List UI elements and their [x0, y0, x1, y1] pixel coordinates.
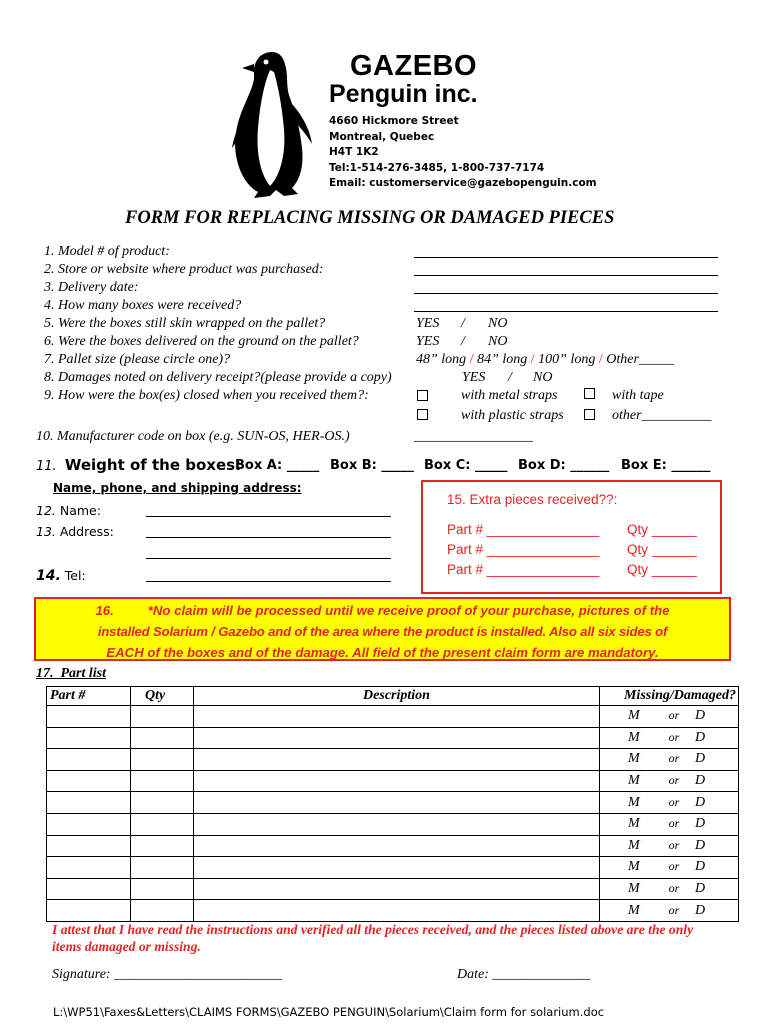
extra-pieces-title: 15. Extra pieces received??: — [447, 492, 618, 507]
question-9: 9. How were the box(es) closed when you received them?: — [44, 388, 369, 403]
or-label: or — [668, 859, 680, 874]
part-cell[interactable] — [47, 706, 131, 728]
or-label: or — [668, 881, 680, 896]
table-row — [47, 835, 739, 857]
company-name-line2: Penguin inc. — [329, 80, 478, 108]
address-label: Address: — [59, 524, 114, 539]
q5-slash: / — [461, 316, 465, 331]
qty-cell[interactable] — [131, 749, 194, 771]
attest-text: I attest that I have read the instructions and verified all the pieces received, and the pieces listed above are the only items damaged or missing. — [52, 922, 694, 954]
part-list-heading: 17. Part list — [36, 666, 107, 681]
table-row — [47, 749, 739, 771]
part-cell[interactable] — [47, 813, 131, 835]
address-line: Tel:1-514-276-3485, 1-800-737-7174 — [329, 161, 545, 174]
footer-path: L:\WP51\Faxes&Letters\CLAIMS FORMS\GAZEBO PENGUIN\Solarium\Claim form for solarium.doc — [53, 1005, 605, 1019]
other-checkbox[interactable] — [584, 409, 595, 420]
notice-line-3: EACH of the boxes and of the damage. All field of the present claim form are mandatory. — [106, 645, 659, 660]
q6-slash: / — [461, 334, 465, 349]
missing-option[interactable]: M — [628, 794, 640, 810]
name-field[interactable] — [146, 516, 391, 517]
missing-damaged-cell[interactable] — [600, 813, 739, 835]
col-description: Description — [194, 687, 600, 706]
part-cell[interactable] — [47, 878, 131, 900]
notice-num: 16. — [95, 603, 114, 618]
damaged-option[interactable]: D — [694, 708, 706, 724]
description-cell[interactable] — [194, 770, 600, 792]
table-row — [47, 813, 739, 835]
or-label: or — [668, 816, 680, 831]
description-cell[interactable] — [194, 835, 600, 857]
pallet-48-option[interactable]: 48” long — [416, 352, 467, 367]
description-cell[interactable] — [194, 792, 600, 814]
missing-damaged-cell[interactable] — [600, 706, 739, 728]
question-1: 1. Model # of product: — [44, 244, 170, 259]
address-field-2[interactable] — [146, 558, 391, 559]
plastic-straps-checkbox[interactable] — [417, 409, 428, 420]
missing-option[interactable]: M — [628, 816, 640, 832]
answer-1-field[interactable] — [414, 257, 718, 258]
description-cell[interactable] — [194, 813, 600, 835]
missing-option[interactable]: M — [628, 708, 640, 724]
pallet-other-option[interactable]: Other_____ — [606, 352, 674, 367]
col-part: Part # — [47, 687, 131, 706]
answer-4-field[interactable] — [414, 311, 718, 312]
description-cell[interactable] — [194, 857, 600, 879]
tel-num: 14. — [36, 568, 61, 584]
metal-straps-checkbox[interactable] — [417, 390, 428, 401]
address-line: Email: customerservice@gazebopenguin.com — [329, 177, 597, 189]
description-cell[interactable] — [194, 706, 600, 728]
pallet-84-option[interactable]: 84” long — [477, 352, 528, 367]
description-cell[interactable] — [194, 749, 600, 771]
extra-pieces-box — [421, 480, 722, 594]
address-field-1[interactable] — [146, 537, 391, 538]
answer-2-field[interactable] — [414, 275, 718, 276]
company-name: GAZEBO — [350, 50, 478, 82]
missing-damaged-cell[interactable] — [600, 749, 739, 771]
question-10: 10. Manufacturer code on box (e.g. SUN-OS, HER-OS.) — [36, 429, 350, 444]
qty-cell[interactable] — [131, 770, 194, 792]
address-line: Montreal, Quebec — [329, 130, 435, 143]
col-qty: Qty — [131, 687, 194, 706]
or-label: or — [668, 902, 680, 917]
damaged-option[interactable]: D — [694, 881, 706, 897]
missing-damaged-cell[interactable] — [600, 878, 739, 900]
box-a-field[interactable]: Box A: _____ — [235, 458, 320, 473]
question-3: 3. Delivery date: — [44, 280, 139, 295]
damaged-option[interactable]: D — [694, 729, 706, 745]
contact-heading: Name, phone, and shipping address: — [53, 481, 302, 495]
or-label: or — [668, 794, 680, 809]
extra-part-2[interactable]: Part # _______________ — [447, 542, 600, 557]
part-cell[interactable] — [47, 835, 131, 857]
missing-option[interactable]: M — [628, 729, 640, 745]
pallet-100-option[interactable]: 100” long — [538, 352, 596, 367]
or-label: or — [668, 837, 680, 852]
missing-option[interactable]: M — [628, 881, 640, 897]
table-row — [47, 706, 739, 728]
missing-damaged-cell[interactable] — [600, 792, 739, 814]
metal-straps-label: with metal straps — [461, 388, 558, 403]
plastic-straps-label: with plastic straps — [461, 408, 564, 423]
manufacturer-code-field[interactable]: _________________ — [414, 429, 533, 444]
or-label: or — [668, 751, 680, 766]
tel-field[interactable] — [146, 581, 391, 582]
missing-option[interactable]: M — [628, 859, 640, 875]
extra-part-3[interactable]: Part # _______________ — [447, 562, 600, 577]
other-label[interactable]: other__________ — [612, 408, 712, 423]
question-5: 5. Were the boxes still skin wrapped on the pallet? — [44, 316, 326, 331]
missing-damaged-cell[interactable] — [600, 727, 739, 749]
missing-option[interactable]: M — [628, 773, 640, 789]
table-row — [47, 878, 739, 900]
weight-row — [36, 456, 241, 474]
signature-field[interactable]: Signature: ________________________ — [52, 967, 283, 982]
missing-damaged-cell[interactable] — [600, 900, 739, 922]
question-8: 8. Damages noted on delivery receipt?(please provide a copy) — [44, 370, 392, 385]
name-label: Name: — [59, 503, 101, 518]
or-label: or — [668, 708, 680, 723]
damaged-option[interactable]: D — [694, 816, 706, 832]
extra-part-1[interactable]: Part # _______________ — [447, 522, 600, 537]
qty-cell[interactable] — [131, 857, 194, 879]
question-6: 6. Were the boxes delivered on the ground on the pallet? — [44, 334, 359, 349]
separator: / — [530, 352, 539, 367]
missing-damaged-cell[interactable] — [600, 857, 739, 879]
tape-checkbox[interactable] — [584, 388, 595, 399]
weight-num: 11. — [36, 459, 57, 474]
box-c-field[interactable]: Box C: _____ — [424, 458, 508, 473]
company-address — [329, 114, 597, 192]
notice-line-2: installed Solarium / Gazebo and of the area where the product is installed. Also all six sides of — [97, 624, 668, 639]
extra-qty-3[interactable]: Qty ______ — [627, 562, 697, 577]
notice-line-1 — [36, 600, 729, 621]
missing-damaged-cell[interactable] — [600, 835, 739, 857]
damaged-option[interactable]: D — [694, 902, 706, 918]
qty-cell[interactable] — [131, 706, 194, 728]
table-row — [47, 900, 739, 922]
penguin-logo — [226, 48, 321, 200]
table-row — [47, 727, 739, 749]
q8-no[interactable]: NO — [533, 370, 553, 385]
description-cell[interactable] — [194, 878, 600, 900]
table-row — [47, 770, 739, 792]
table-header-row — [47, 687, 739, 706]
notice-box — [34, 597, 731, 661]
tape-label: with tape — [612, 388, 664, 403]
damaged-option[interactable]: D — [694, 773, 706, 789]
tel-row — [36, 568, 86, 584]
address-num: 13. — [36, 524, 56, 539]
qty-cell[interactable] — [131, 813, 194, 835]
extra-qty-2[interactable]: Qty ______ — [627, 542, 697, 557]
name-row — [36, 503, 101, 518]
part-cell[interactable] — [47, 770, 131, 792]
q7-options — [416, 352, 674, 368]
question-2: 2. Store or website where product was purchased: — [44, 262, 324, 277]
damaged-option[interactable]: D — [694, 751, 706, 767]
or-label: or — [668, 773, 680, 788]
part-cell[interactable] — [47, 857, 131, 879]
description-cell[interactable] — [194, 727, 600, 749]
extra-qty-1[interactable]: Qty ______ — [627, 522, 697, 537]
missing-damaged-cell[interactable] — [600, 770, 739, 792]
or-label: or — [668, 729, 680, 744]
part-cell[interactable] — [47, 749, 131, 771]
part-list-table — [46, 686, 739, 922]
q5-no[interactable]: NO — [488, 316, 508, 331]
box-b-field[interactable]: Box B: _____ — [330, 458, 414, 473]
name-num: 12. — [36, 503, 56, 518]
weight-label: Weight of the boxes: — [64, 456, 242, 474]
tel-label: Tel: — [64, 568, 86, 583]
qty-cell[interactable] — [131, 900, 194, 922]
date-field[interactable]: Date: ______________ — [457, 967, 591, 982]
address-line: 4660 Hickmore Street — [329, 115, 459, 127]
part-cell[interactable] — [47, 792, 131, 814]
table-row — [47, 857, 739, 879]
damaged-option[interactable]: D — [694, 837, 706, 853]
damaged-option[interactable]: D — [694, 794, 706, 810]
form-title: FORM FOR REPLACING MISSING OR DAMAGED PIECES — [125, 208, 615, 228]
missing-option[interactable]: M — [628, 902, 640, 918]
address-row — [36, 524, 114, 539]
box-d-field[interactable]: Box D: ______ — [518, 458, 610, 473]
table-row — [47, 792, 739, 814]
separator: / — [598, 352, 607, 367]
question-7: 7. Pallet size (please circle one)? — [44, 352, 231, 367]
q8-slash: / — [508, 370, 512, 385]
address-line: H4T 1K2 — [329, 146, 379, 158]
qty-cell[interactable] — [131, 792, 194, 814]
q6-no[interactable]: NO — [488, 334, 508, 349]
q8-yes[interactable]: YES — [462, 370, 486, 385]
qty-cell[interactable] — [131, 727, 194, 749]
question-4: 4. How many boxes were received? — [44, 298, 242, 313]
separator: / — [469, 352, 478, 367]
missing-option[interactable]: M — [628, 751, 640, 767]
q5-yes[interactable]: YES — [416, 316, 440, 331]
damaged-option[interactable]: D — [694, 859, 706, 875]
notice-text-1: *No claim will be processed until we receive proof of your purchase, pictures of the — [147, 603, 670, 618]
description-cell[interactable] — [194, 900, 600, 922]
missing-option[interactable]: M — [628, 837, 640, 853]
q6-yes[interactable]: YES — [416, 334, 440, 349]
part-cell[interactable] — [47, 900, 131, 922]
col-missing-damaged: Missing/Damaged? — [600, 687, 739, 706]
qty-cell[interactable] — [131, 835, 194, 857]
qty-cell[interactable] — [131, 878, 194, 900]
answer-3-field[interactable] — [414, 293, 718, 294]
part-cell[interactable] — [47, 727, 131, 749]
box-e-field[interactable]: Box E: ______ — [621, 458, 711, 473]
